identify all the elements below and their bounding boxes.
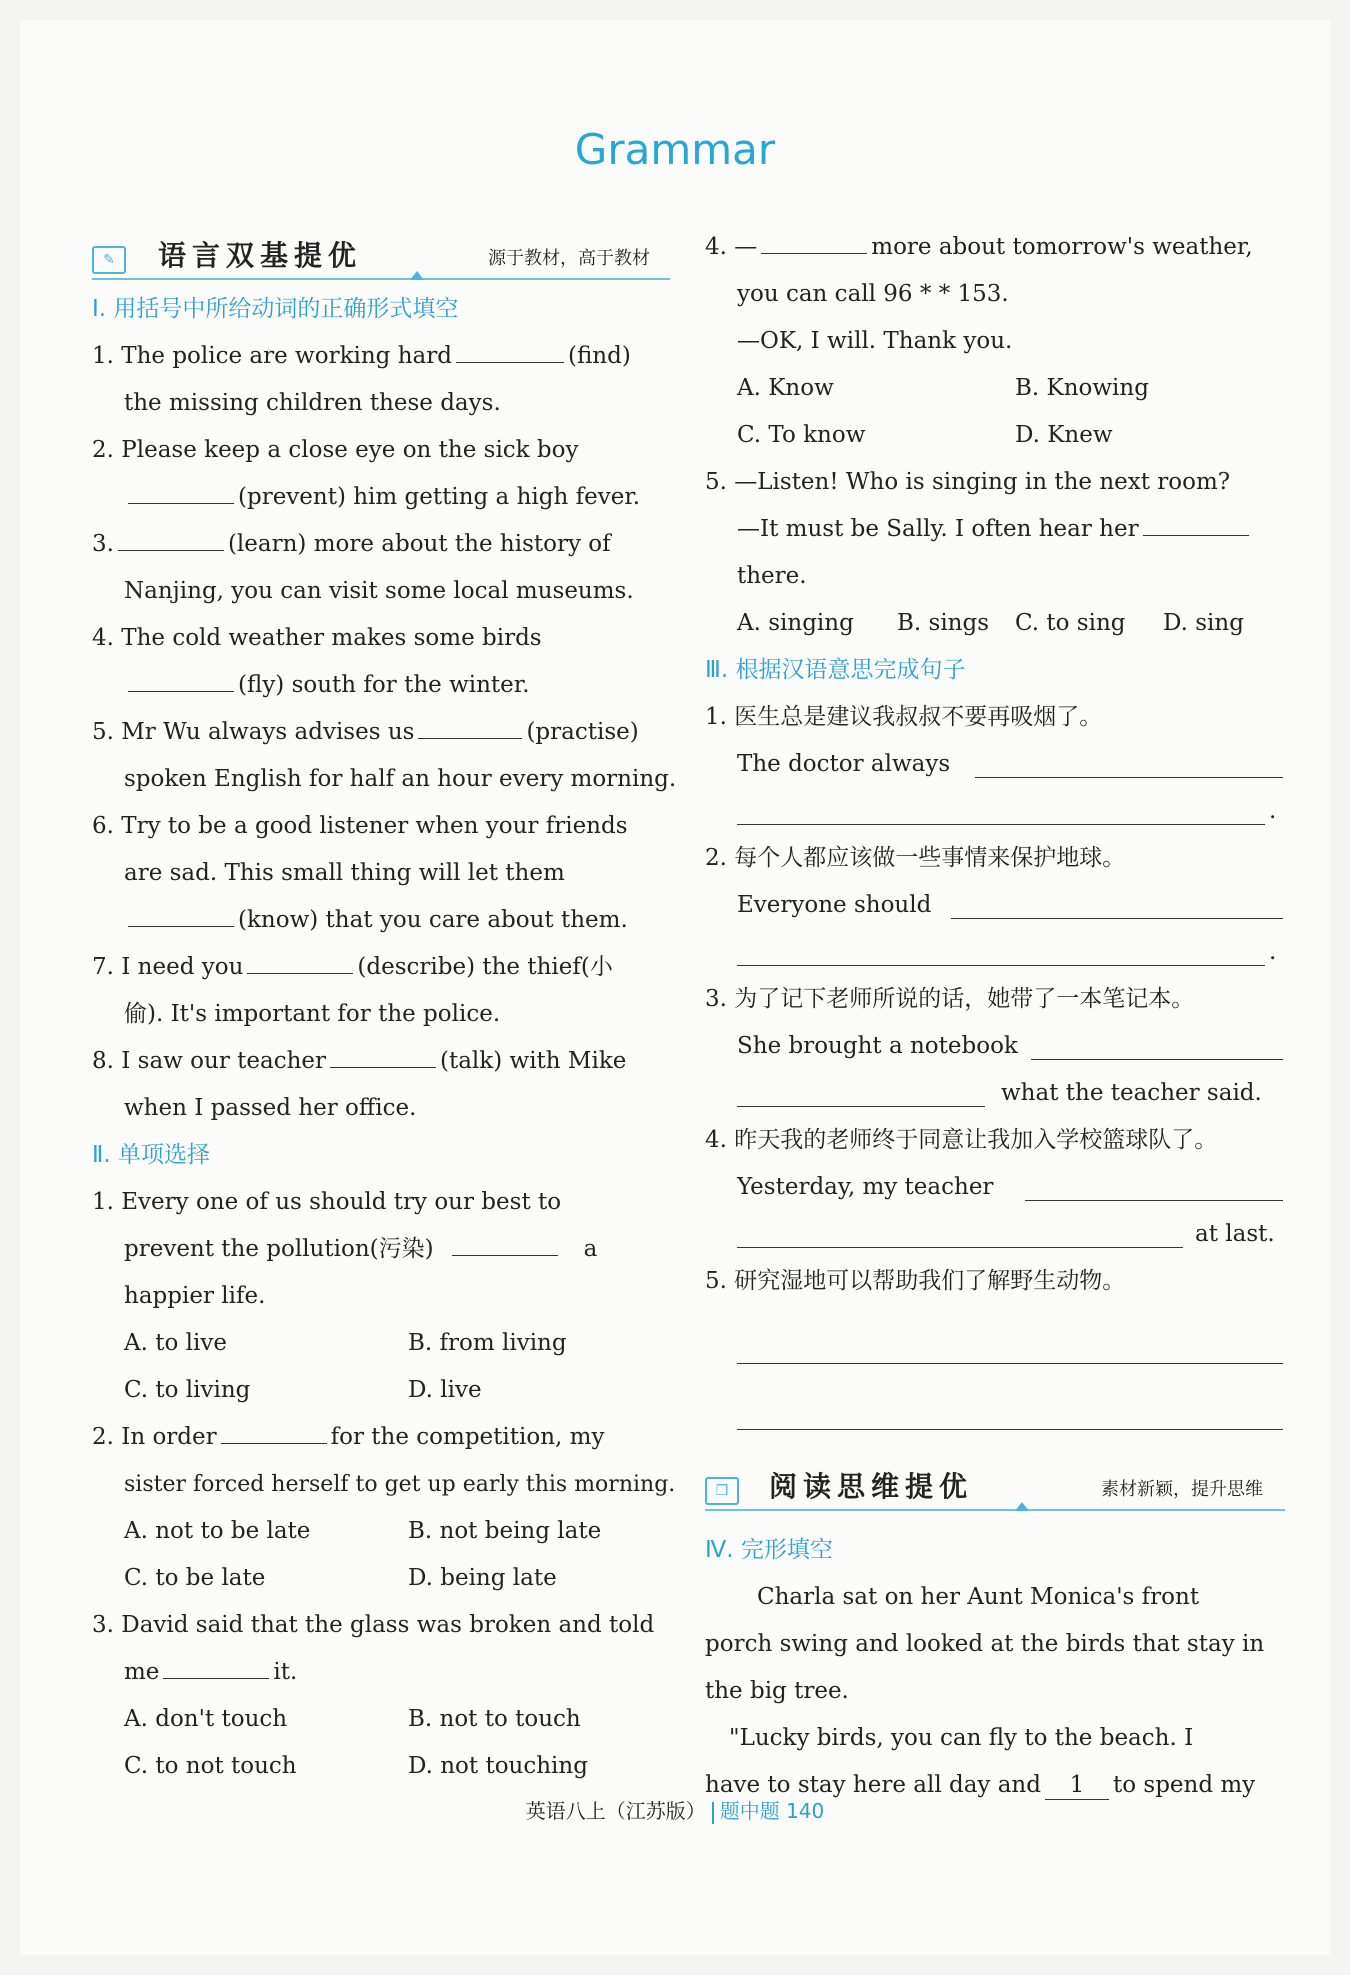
question-line: 1. The police are working hard (find)	[92, 333, 670, 380]
answer-line[interactable]	[1031, 1059, 1283, 1060]
question-line: you can call 96 * * 153.	[737, 281, 1009, 307]
question-line: —It must be Sally. I often hear her	[705, 506, 1285, 553]
question-line: .	[705, 929, 1285, 976]
question-line: .	[705, 788, 1285, 835]
option[interactable]: B. not being late	[408, 1518, 602, 1544]
option[interactable]: D. Knew	[1015, 422, 1113, 448]
book-icon: ✎	[92, 246, 126, 274]
part-heading: Ⅲ. 根据汉语意思完成句子	[705, 657, 966, 683]
question-line: 5. —Listen! Who is singing in the next room?	[705, 469, 1231, 495]
passage-line: Charla sat on her Aunt Monica's front	[757, 1584, 1200, 1610]
section-header-reading	[705, 1463, 1285, 1511]
part-heading: Ⅱ. 单项选择	[92, 1142, 210, 1168]
question-line: 4. The cold weather makes some birds	[92, 625, 542, 651]
question-line: 偷). It's important for the police.	[124, 1001, 501, 1027]
passage-line: porch swing and looked at the birds that stay in	[705, 1631, 1265, 1657]
question-line: —OK, I will. Thank you.	[737, 328, 1013, 354]
question-line: prevent the pollution(污染) a	[92, 1226, 670, 1273]
option[interactable]: C. to living	[124, 1377, 251, 1403]
question-line: 4. 昨天我的老师终于同意让我加入学校篮球队了。	[705, 1127, 1218, 1153]
book-icon: ❐	[705, 1477, 739, 1505]
option[interactable]: A. don't touch	[124, 1706, 288, 1732]
answer-blank[interactable]	[761, 225, 867, 254]
option[interactable]: C. To know	[737, 422, 866, 448]
part-heading: Ⅳ. 完形填空	[705, 1537, 833, 1563]
passage-line: the big tree.	[705, 1678, 849, 1704]
option[interactable]: C. to not touch	[124, 1753, 297, 1779]
section-subtitle: 源于教材，高于教材	[488, 248, 650, 269]
question-line: 3. (learn) more about the history of	[92, 521, 670, 568]
question-line: She brought a notebook	[705, 1023, 1285, 1070]
page-footer	[0, 1795, 1350, 1824]
answer-blank[interactable]	[452, 1227, 558, 1256]
answer-blank[interactable]	[221, 1415, 327, 1444]
brand-name: 题中题	[719, 1799, 780, 1823]
answer-blank[interactable]	[128, 663, 234, 692]
part-heading: Ⅰ. 用括号中所给动词的正确形式填空	[92, 296, 459, 322]
passage-line: "Lucky birds, you can fly to the beach. I	[729, 1725, 1194, 1751]
answer-line[interactable]	[737, 1429, 1283, 1430]
question-line: 4. — more about tomorrow's weather,	[705, 224, 1285, 271]
section-subtitle: 素材新颖，提升思维	[1101, 1479, 1263, 1500]
answer-line[interactable]	[737, 824, 1265, 825]
question-line: me it.	[92, 1649, 670, 1696]
option[interactable]: B. Knowing	[1015, 375, 1149, 401]
question-line: 8. I saw our teacher (talk) with Mike	[92, 1038, 670, 1085]
option[interactable]: D. being late	[408, 1565, 557, 1591]
answer-blank[interactable]	[163, 1650, 269, 1679]
answer-line[interactable]	[951, 918, 1283, 919]
question-line: Yesterday, my teacher	[705, 1164, 1285, 1211]
options-row	[705, 600, 1285, 647]
right-column	[705, 224, 1285, 1809]
answer-blank[interactable]	[128, 898, 234, 927]
answer-line[interactable]	[737, 1363, 1283, 1364]
question-line: the missing children these days.	[124, 390, 501, 416]
answer-blank[interactable]	[1143, 507, 1249, 536]
question-line: when I passed her office.	[124, 1095, 417, 1121]
options-row	[705, 412, 1285, 459]
passage-line: have to stay here all day and 1 to spend my	[705, 1772, 1256, 1798]
options-row	[92, 1743, 670, 1790]
question-line: spoken English for half an hour every morning.	[124, 766, 677, 792]
question-line	[705, 1305, 1285, 1371]
question-line: (know) that you care about them.	[92, 897, 670, 944]
question-line: 7. I need you (describe) the thief(小	[92, 944, 670, 991]
option[interactable]: D. sing	[1163, 610, 1244, 636]
question-line: 2. 每个人都应该做一些事情来保护地球。	[705, 845, 1126, 871]
option[interactable]: B. sings	[897, 610, 990, 636]
answer-line[interactable]	[975, 777, 1283, 778]
question-line: 1. Every one of us should try our best to	[92, 1189, 562, 1215]
question-line: there.	[737, 563, 807, 589]
page-title: Grammar	[574, 125, 776, 174]
options-row	[705, 365, 1285, 412]
question-line: 3. 为了记下老师所说的话，她带了一本笔记本。	[705, 986, 1195, 1012]
option[interactable]: A. to live	[124, 1330, 227, 1356]
footer-divider	[712, 1802, 714, 1824]
triangle-marker	[410, 271, 424, 280]
question-line: 2. Please keep a close eye on the sick boy	[92, 437, 579, 463]
question-line	[705, 1371, 1285, 1437]
option[interactable]: A. not to be late	[124, 1518, 311, 1544]
page-number: 140	[786, 1799, 825, 1823]
section-header-language	[92, 230, 670, 280]
question-line: The doctor always	[705, 741, 1285, 788]
question-line: are sad. This small thing will let them	[124, 860, 565, 886]
answer-blank[interactable]	[456, 334, 564, 363]
question-line: (prevent) him getting a high fever.	[92, 474, 670, 521]
question-line: 3. David said that the glass was broken and told	[92, 1612, 655, 1638]
question-line: 5. Mr Wu always advises us (practise)	[92, 709, 670, 756]
question-line: 1. 医生总是建议我叔叔不要再吸烟了。	[705, 704, 1103, 730]
question-line: 2. In order for the competition, my	[92, 1414, 670, 1461]
answer-line[interactable]	[737, 965, 1265, 966]
answer-blank[interactable]	[330, 1039, 436, 1068]
question-line: what the teacher said.	[705, 1070, 1285, 1117]
question-line: Everyone should	[705, 882, 1285, 929]
options-row	[92, 1696, 670, 1743]
triangle-marker	[1015, 1502, 1029, 1511]
option[interactable]: C. to sing	[1015, 610, 1126, 636]
question-line: sister forced herself to get up early this morning.	[124, 1472, 676, 1497]
left-column	[92, 230, 677, 1790]
answer-line[interactable]	[737, 1247, 1183, 1248]
option[interactable]: D. not touching	[408, 1753, 588, 1779]
answer-line[interactable]	[737, 1106, 985, 1107]
options-row	[92, 1367, 670, 1414]
answer-blank[interactable]	[118, 522, 224, 551]
options-row	[92, 1320, 670, 1367]
answer-blank[interactable]	[418, 710, 522, 739]
options-row	[92, 1555, 670, 1602]
answer-line[interactable]	[1025, 1200, 1283, 1201]
question-line: at last.	[705, 1211, 1285, 1258]
question-line: Nanjing, you can visit some local museums.	[124, 578, 634, 604]
option[interactable]: B. not to touch	[408, 1706, 581, 1732]
option[interactable]: B. from living	[408, 1330, 567, 1356]
question-line: 6. Try to be a good listener when your friends	[92, 813, 628, 839]
section-name: 语言双基提优	[158, 239, 363, 272]
options-row	[92, 1508, 670, 1555]
question-line: (fly) south for the winter.	[92, 662, 670, 709]
answer-blank[interactable]	[128, 475, 234, 504]
option[interactable]: D. live	[408, 1377, 482, 1403]
answer-blank[interactable]	[247, 945, 353, 974]
option[interactable]: C. to be late	[124, 1565, 266, 1591]
option[interactable]: A. singing	[737, 610, 854, 636]
section-name: 阅读思维提优	[769, 1470, 974, 1503]
question-line: 5. 研究湿地可以帮助我们了解野生动物。	[705, 1268, 1126, 1294]
option[interactable]: A. Know	[737, 375, 834, 401]
book-name: 英语八上（江苏版）	[525, 1799, 706, 1823]
question-line: happier life.	[124, 1283, 266, 1309]
numbered-blank[interactable]: 1	[1045, 1771, 1109, 1800]
